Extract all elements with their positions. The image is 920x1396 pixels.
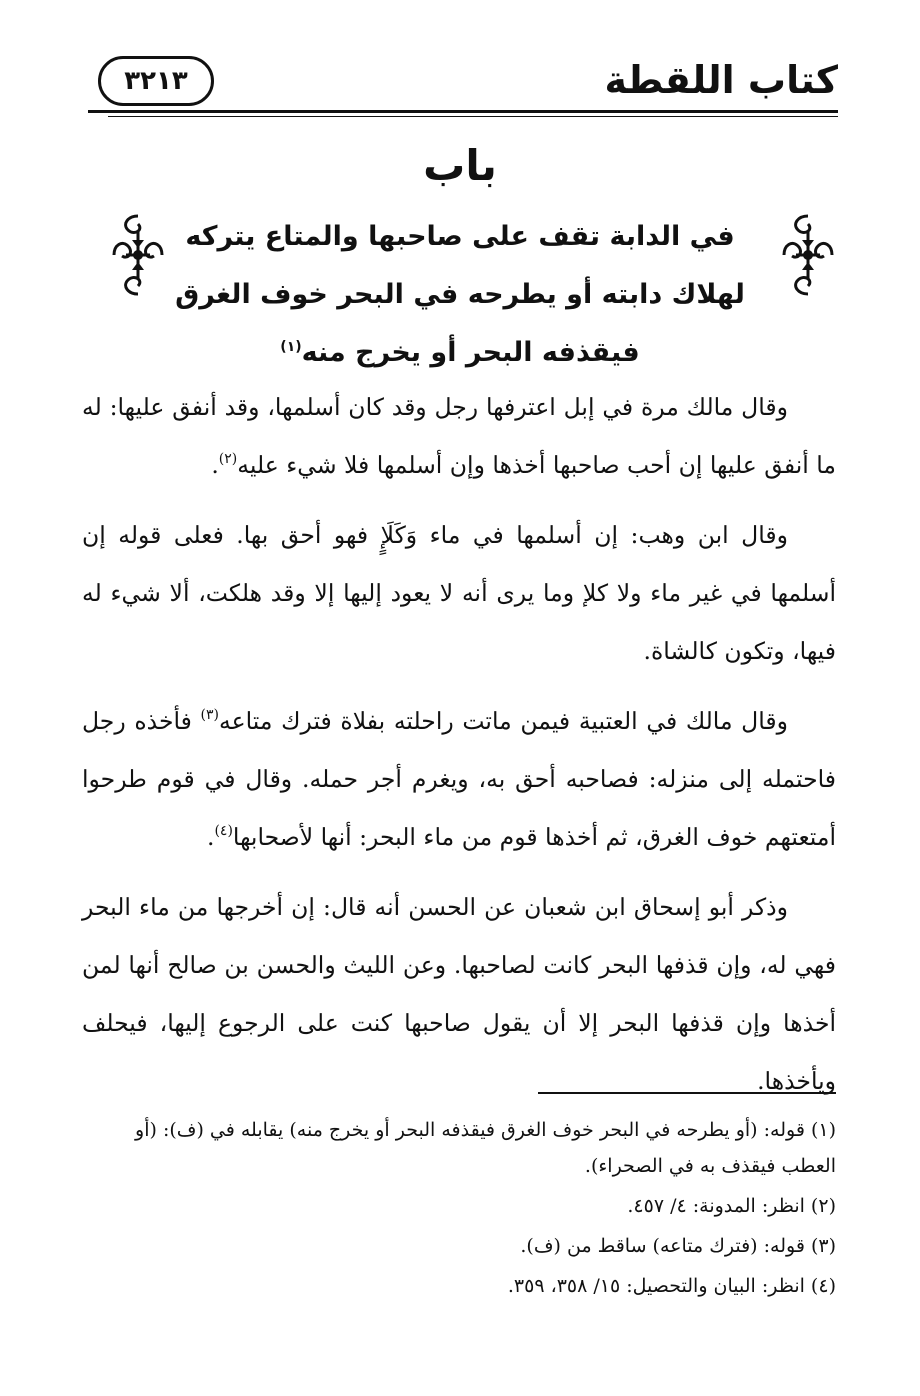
- chapter-title-text: فيقذفه البحر أو يخرج منه: [301, 337, 640, 368]
- paragraph: [82, 692, 836, 866]
- paragraph-text: وقال ابن وهب: إن أسلمها في ماء وَكَلَإٍ فهو أحق بها. فعلى قوله إن أسلمها في غير ماء ولا كلإ وما يرى أنه لا يعود إليها إلا وقد هلكت، ألا شيء له فيها، وتكون كالشاة.: [82, 521, 836, 665]
- chapter-title-line: لهلاك دابته أو يطرحه في البحر خوف الغرق: [175, 279, 745, 310]
- footnote: (١) قوله: (أو يطرحه في البحر خوف الغرق فيقذفه البحر أو يخرج منه) يقابله في (ف): (أو العطب فيقذف به في الصحراء).: [135, 1119, 836, 1177]
- footnote: (٣) قوله: (فترك متاعه) ساقط من (ف).: [520, 1235, 836, 1257]
- paragraph-text: فأخذه رجل فاحتمله إلى منزله: فصاحبه أحق به، ويغرم أجر حمله. وقال في قوم طرحوا أمتعتهم خوف الغرق، ثم أخذها قوم من ماء البحر: أنها لأصحابها: [82, 707, 836, 851]
- paragraph-tail: .: [206, 823, 215, 851]
- paragraph-text: وذكر أبو إسحاق ابن شعبان عن الحسن أنه قال: إن أخرجها من ماء البحر فهي له، وإن قذفها البحر كانت لصاحبها. وعن الليث والحسن بن صالح أنها لمن أخذها وإن قذفها البحر إلا أن يقول صاحبها كنت على الرجوع إليها، فيحلف ويأخذها.: [82, 893, 836, 1095]
- header-rule-thin: [108, 116, 838, 117]
- floral-ornament-icon: [110, 212, 166, 298]
- header-rule: [88, 110, 838, 113]
- paragraph-text: وقال مالك مرة في إبل اعترفها رجل وقد كان أسلمها، وقد أنفق عليها: له ما أنفق عليها إن أحب صاحبها أخذها وإن أسلمها فلا شيء عليه: [82, 393, 836, 479]
- footnote-ref: (١): [280, 339, 302, 355]
- body-text: [82, 378, 836, 1122]
- floral-ornament-icon: [780, 212, 836, 298]
- footnote: (٤) انظر: البيان والتحصيل: ١٥/ ٣٥٨، ٣٥٩.: [507, 1275, 836, 1297]
- page-header: [88, 48, 838, 116]
- footnote-divider: [538, 1092, 836, 1094]
- paragraph: [82, 378, 836, 494]
- footnote: (٢) انظر: المدونة: ٤/ ٤٥٧.: [627, 1195, 836, 1217]
- footnotes: [82, 1112, 836, 1308]
- paragraph-text: وقال مالك في العتبية فيمن ماتت راحلته بفلاة فترك متاعه: [219, 707, 789, 735]
- paragraph-tail: .: [211, 451, 219, 479]
- chapter-word: باب: [423, 141, 497, 190]
- chapter-title-line: [170, 324, 750, 382]
- book-title: كتاب اللقطة: [604, 58, 838, 102]
- page-number: ٣٢١٣: [124, 66, 188, 96]
- chapter-title: [170, 208, 750, 382]
- footnote-ref: (٤): [214, 823, 233, 839]
- paragraph: [82, 878, 836, 1110]
- chapter-title-line: في الدابة تقف على صاحبها والمتاع يتركه: [185, 221, 735, 252]
- footnote-ref: (٣): [200, 707, 220, 723]
- page-number-badge: [98, 56, 214, 106]
- paragraph: [82, 506, 836, 680]
- footnote-ref: (٢): [218, 451, 238, 467]
